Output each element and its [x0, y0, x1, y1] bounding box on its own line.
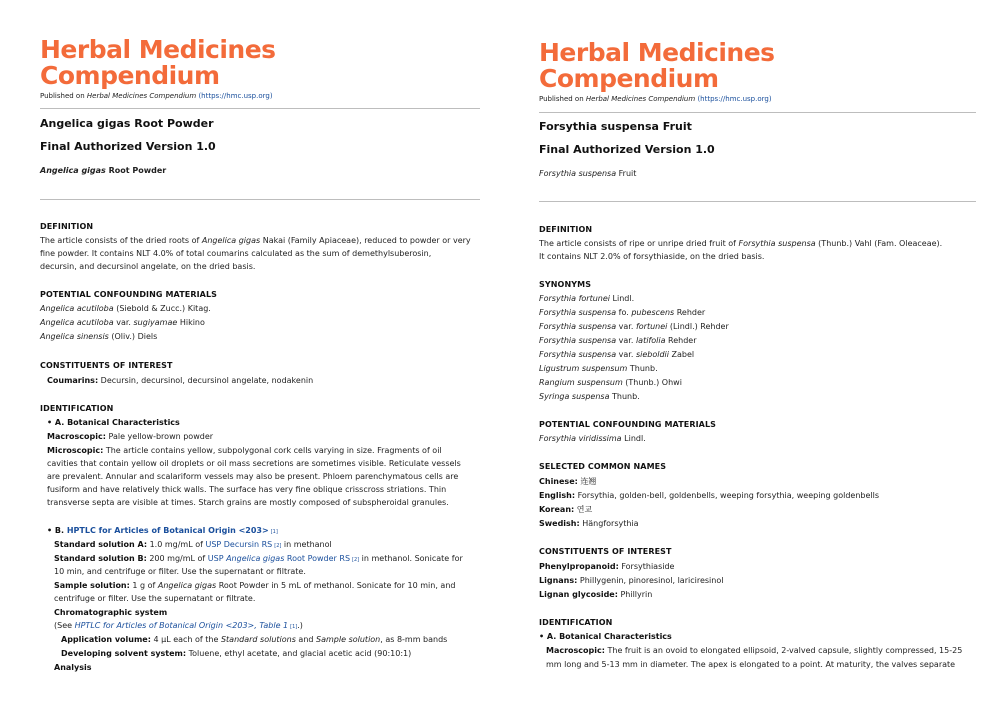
see-reference-line: (See HPTLC for Articles of Botanical Origin <203>, Table 1 [1].)	[54, 621, 303, 630]
microscopic-line-3: are prevalent. Annular and scalariform vessels may also be present. Phloem parenchymatous cells are	[47, 472, 459, 481]
constituent-item: Lignans: Phillygenin, pinoresinol, lariciresinol	[539, 576, 724, 585]
brand-logo-line-1: Herbal Medicines	[539, 38, 775, 67]
microscopic-line-4: fusiform and have relatively thick walls. The surface has very fine oblique crisscross striations. Thin	[47, 485, 447, 494]
confounding-item: Angelica sinensis (Oliv.) Diels	[40, 332, 158, 341]
common-name-item: Korean: 연교	[539, 505, 593, 514]
definition-heading: DEFINITION	[539, 225, 593, 234]
definition-line-2: fine powder. It contains NLT 4.0% of total coumarins calculated as the sum of demethylsuberosin,	[40, 249, 432, 258]
header-divider	[539, 112, 976, 113]
definition-heading: DEFINITION	[40, 222, 94, 231]
common-name-item: Swedish: Hängforsythia	[539, 519, 639, 528]
identification-b-title: • B. HPTLC for Articles of Botanical Origin <203> [1]	[47, 526, 278, 535]
constituents-heading: CONSTITUENTS OF INTEREST	[539, 547, 672, 556]
standard-solution-b-line-2: 10 min, and centrifuge or filter. Use the supernatant or filtrate.	[54, 567, 306, 576]
standard-solution-b: Standard solution B: 200 mg/mL of USP Angelica gigas Root Powder RS [2] in methanol. Sonicate for	[54, 554, 463, 563]
version-label: Final Authorized Version 1.0	[40, 140, 216, 153]
identification-a-title: • A. Botanical Characteristics	[47, 418, 180, 427]
microscopic-line-1: Microscopic: The article contains yellow, subpolygonal cork cells varying in size. Fragments of oil	[47, 446, 442, 455]
chromatographic-system-heading: Chromatographic system	[54, 608, 168, 617]
hptlc-link[interactable]: HPTLC for Articles of Botanical Origin <203>	[66, 526, 269, 535]
microscopic-line-5: transverse septa are visible at times. Starch grains are mostly composed of subspheroidal granules.	[47, 498, 449, 507]
developing-solvent-system: Developing solvent system: Toluene, ethyl acetate, and glacial acetic acid (90:10:1)	[61, 649, 412, 658]
definition-line-1: The article consists of ripe or unripe dried fruit of Forsythia suspensa (Thunb.) Vahl (Fam. Oleaceae).	[539, 239, 943, 248]
synonym-item: Forsythia fortunei Lindl.	[539, 294, 635, 303]
confounding-heading: POTENTIAL CONFOUNDING MATERIALS	[539, 420, 717, 429]
published-site-name: Herbal Medicines Compendium	[86, 92, 197, 100]
standard-solution-a: Standard solution A: 1.0 mg/mL of USP Decursin RS [2] in methanol	[54, 540, 332, 549]
sample-solution-line-2: centrifuge or filter. Use the supernatant or filtrate.	[54, 594, 256, 603]
synonym-item: Forsythia suspensa var. latifolia Rehder	[539, 336, 697, 345]
published-on-line	[40, 92, 273, 100]
brand-logo-line-2: Compendium	[539, 64, 719, 93]
confounding-item: Angelica acutiloba (Siebold & Zucc.) Kitag.	[40, 304, 211, 313]
synonym-item: Rangium suspensum (Thunb.) Ohwi	[539, 378, 682, 387]
brand-logo-line-1: Herbal Medicines	[40, 35, 276, 64]
brand-logo-line-2: Compendium	[40, 61, 220, 90]
constituents-line: Coumarins: Decursin, decursinol, decursinol angelate, nodakenin	[47, 376, 314, 385]
definition-line-1: The article consists of the dried roots of Angelica gigas Nakai (Family Apiaceae), reduced to powder or very	[40, 236, 471, 245]
left-document-page	[0, 0, 500, 702]
published-url-link[interactable]: (https://hmc.usp.org)	[697, 95, 772, 103]
common-name-item: English: Forsythia, golden-bell, goldenbells, weeping forsythia, weeping goldenbells	[539, 491, 879, 500]
published-on-line: Published on Herbal Medicines Compendium (https://hmc.usp.org)	[539, 95, 772, 103]
common-names-heading: SELECTED COMMON NAMES	[539, 462, 667, 471]
monograph-subtitle: Angelica gigas Root Powder	[40, 166, 167, 175]
definition-line-2: It contains NLT 2.0% of forsythiaside, on the dried basis.	[539, 252, 765, 261]
definition-line-3: decursin, and decursinol angelate, on the dried basis.	[40, 262, 256, 271]
constituent-item: Phenylpropanoid: Forsythiaside	[539, 562, 675, 571]
common-name-item: Chinese: 连翘	[539, 477, 597, 486]
synonyms-heading: SYNONYMS	[539, 280, 592, 289]
usp-decursin-link[interactable]: USP Decursin RS	[205, 540, 273, 549]
confounding-item: Angelica acutiloba var. sugiyamae Hikino	[40, 318, 205, 327]
microscopic-line-2: cavities that contain yellow oil droplets or oil mass secretions are sometimes visible. Reticulate vessels	[47, 459, 461, 468]
monograph-title: Forsythia suspensa Fruit	[539, 120, 692, 133]
application-volume: Application volume: 4 µL each of the Standard solutions and Sample solution, as 8-mm bands	[61, 635, 448, 644]
synonym-item: Forsythia suspensa var. fortunei (Lindl.) Rehder	[539, 322, 729, 331]
hptlc-table-link[interactable]: HPTLC for Articles of Botanical Origin <203>, Table 1	[74, 621, 289, 630]
macroscopic-line: Macroscopic: Pale yellow-brown powder	[47, 432, 214, 441]
identification-a-title: • A. Botanical Characteristics	[539, 632, 672, 641]
synonym-item: Forsythia suspensa fo. pubescens Rehder	[539, 308, 706, 317]
constituent-item: Lignan glycoside: Phillyrin	[539, 590, 653, 599]
header-divider	[40, 108, 480, 109]
version-label: Final Authorized Version 1.0	[539, 143, 715, 156]
published-prefix: Published on	[40, 92, 87, 100]
identification-heading: IDENTIFICATION	[539, 618, 613, 627]
analysis-heading: Analysis	[54, 663, 92, 672]
macroscopic-line-2: mm long and 5-13 mm in diameter. The apex is elongated to a point. At maturity, the valves separate	[546, 660, 956, 669]
macroscopic-line-1: Macroscopic: The fruit is an ovoid to elongated ellipsoid, 2-valved capsule, slightly compressed, 15-25	[546, 646, 963, 655]
monograph-title: Angelica gigas Root Powder	[40, 117, 214, 130]
sample-solution: Sample solution: 1 g of Angelica gigas Root Powder in 5 mL of methanol. Sonicate for 10 min, and	[54, 581, 456, 590]
confounding-heading: POTENTIAL CONFOUNDING MATERIALS	[40, 290, 218, 299]
published-url-link[interactable]: (https://hmc.usp.org)	[198, 92, 273, 100]
usp-angelica-link[interactable]: USP Angelica gigas Root Powder RS	[207, 554, 351, 563]
right-document-page	[498, 0, 1005, 702]
synonym-item: Ligustrum suspensum Thunb.	[539, 364, 658, 373]
title-divider	[40, 199, 480, 200]
synonym-item: Forsythia suspensa var. sieboldii Zabel	[539, 350, 695, 359]
title-divider	[539, 201, 976, 202]
synonym-item: Syringa suspensa Thunb.	[539, 392, 640, 401]
identification-heading: IDENTIFICATION	[40, 404, 114, 413]
constituents-heading: CONSTITUENTS OF INTEREST	[40, 361, 173, 370]
monograph-subtitle: Forsythia suspensa Fruit	[539, 169, 637, 178]
confounding-item: Forsythia viridissima Lindl.	[539, 434, 646, 443]
